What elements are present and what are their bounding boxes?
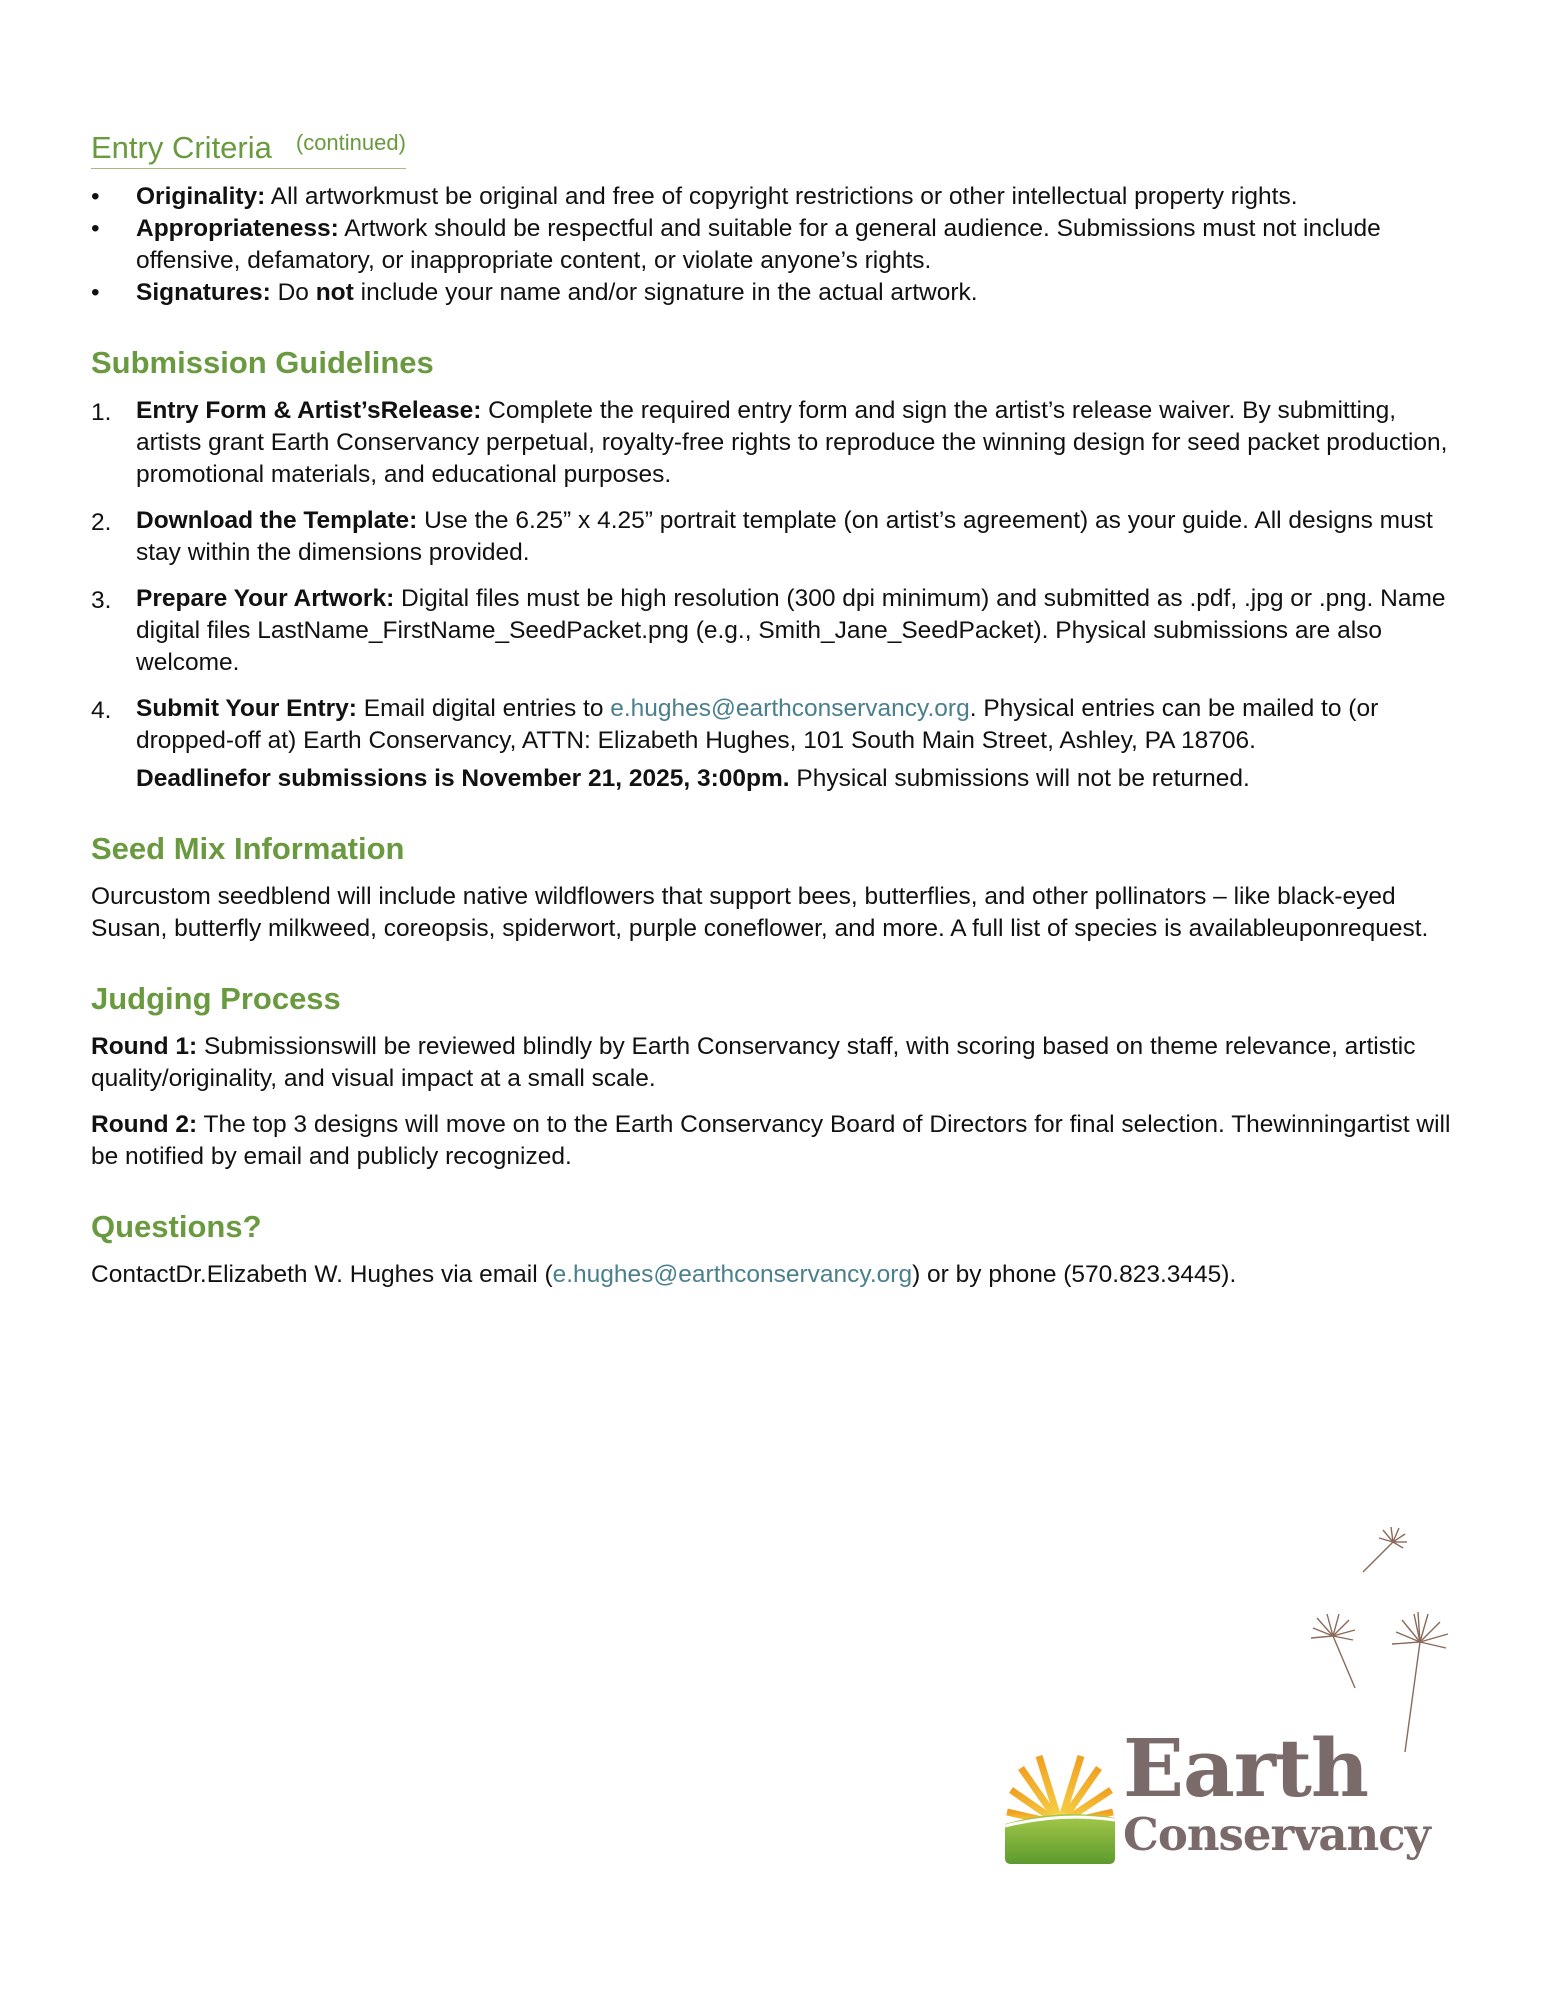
- bullet-icon: •: [91, 215, 100, 242]
- list-item: [91, 583, 1451, 679]
- step-text: Email digital entries to: [356, 695, 611, 722]
- item-text: Artwork should be respectful and suitable for a general audience. Submissions must not include offensive, defamatory, or inappropriate content, or violate anyone’s rights.: [136, 215, 1381, 274]
- round-1-label: Round 1:: [91, 1033, 198, 1060]
- step-text: Digital files must be high resolution (300 dpi minimum) and submitted as .pdf, .jpg or .png. Name digital files LastName_FirstName_SeedPacket.png (e.g., Smith_Jane_SeedPacket). Physical submissions are also welcome.: [136, 585, 1446, 676]
- deadline-text: Deadlinefor submissions is November 21, 2025, 3:00pm.: [136, 765, 790, 792]
- item-text: All artworkmust be original and free of copyright restrictions or other intellectual property rights.: [265, 183, 1298, 210]
- round-2-label: Round 2:: [91, 1111, 198, 1138]
- judging-round-2: [91, 1109, 1451, 1173]
- step-label: Download the Template:: [136, 507, 418, 534]
- round-1-text: Submissionswill be reviewed blindly by Earth Conservancy staff, with scoring based on theme relevance, artistic quality/originality, and visual impact at a small scale.: [91, 1033, 1416, 1092]
- step-label: Prepare Your Artwork:: [136, 585, 395, 612]
- logo-wordmark-conservancy: Conservancy: [1123, 1808, 1430, 1861]
- entry-criteria-header: [91, 130, 406, 169]
- step-number: 4.: [91, 697, 112, 724]
- earth-conservancy-logo: [1005, 1520, 1485, 1870]
- deadline-note: Physical submissions will not be returned.: [789, 765, 1250, 792]
- seed-mix-title: Seed Mix Information: [91, 831, 405, 866]
- bullet-icon: •: [91, 279, 100, 306]
- step-label: Entry Form & Artist’sRelease:: [136, 397, 482, 424]
- step-text: Complete the required entry form and sign the artist’s release waiver. By submitting, artists grant Earth Conservancy perpetual, royalty-free rights to reproduce the winning design for seed packet production, promotional materials, and educational purposes.: [136, 397, 1448, 488]
- judging-round-1: [91, 1031, 1451, 1095]
- step-text: Use the 6.25” x 4.25” portrait template (on artist’s agreement) as your guide. All designs must stay within the dimensions provided.: [136, 507, 1433, 566]
- questions-title: Questions?: [91, 1209, 262, 1244]
- item-label: Signatures:: [136, 279, 271, 306]
- entry-criteria-title: Entry Criteria: [91, 130, 272, 165]
- sunrise-logo-icon: [1005, 1752, 1115, 1864]
- list-item: [91, 505, 1451, 569]
- entry-criteria-list: [91, 181, 1451, 309]
- round-2-text: The top 3 designs will move on to the Earth Conservancy Board of Directors for final selection. Thewinningartist will be notified by email and publicly recognized.: [91, 1111, 1451, 1170]
- step-number: 1.: [91, 399, 112, 426]
- questions-text-post: ) or by phone (570.823.3445).: [912, 1261, 1237, 1288]
- item-emphasis: not: [315, 279, 354, 306]
- list-item: [91, 693, 1451, 795]
- step-label: Submit Your Entry:: [136, 695, 357, 722]
- list-item: [91, 213, 1451, 277]
- email-link[interactable]: e.hughes@earthconservancy.org: [552, 1261, 913, 1288]
- judging-title: Judging Process: [91, 981, 341, 1016]
- deadline-line: [136, 763, 1451, 795]
- entry-criteria-continued: (continued): [295, 130, 406, 155]
- list-item: [91, 395, 1451, 491]
- submission-steps-list: [91, 395, 1451, 795]
- logo-wordmark-earth: Earth: [1123, 1721, 1369, 1815]
- seed-mix-text: Ourcustom seedblend will include native wildflowers that support bees, butterflies, and other pollinators – like black-eyed Susan, butterfly milkweed, coreopsis, spiderwort, purple coneflower, and more. A full list of species is availableuponrequest.: [91, 883, 1429, 942]
- document-page: [91, 130, 1451, 1305]
- step-text: . Physical entries can be mailed to (or dropped-off at) Earth Conservancy, ATTN: Elizabeth Hughes, 101 South Main Street, Ashley, PA 18706.: [136, 695, 1379, 754]
- item-text: include your name and/or signature in the actual artwork.: [353, 279, 978, 306]
- email-link[interactable]: e.hughes@earthconservancy.org: [610, 695, 970, 722]
- questions-text: [91, 1259, 1451, 1291]
- item-label: Appropriateness:: [136, 215, 339, 242]
- list-item: [91, 181, 1451, 213]
- bullet-icon: •: [91, 183, 100, 210]
- item-label: Originality:: [136, 183, 266, 210]
- step-number: 2.: [91, 509, 112, 536]
- item-text: Do: [270, 279, 316, 306]
- questions-text-pre: ContactDr.Elizabeth W. Hughes via email (: [91, 1261, 553, 1288]
- submission-guidelines-title: Submission Guidelines: [91, 345, 434, 380]
- step-number: 3.: [91, 587, 112, 614]
- list-item: [91, 277, 1451, 309]
